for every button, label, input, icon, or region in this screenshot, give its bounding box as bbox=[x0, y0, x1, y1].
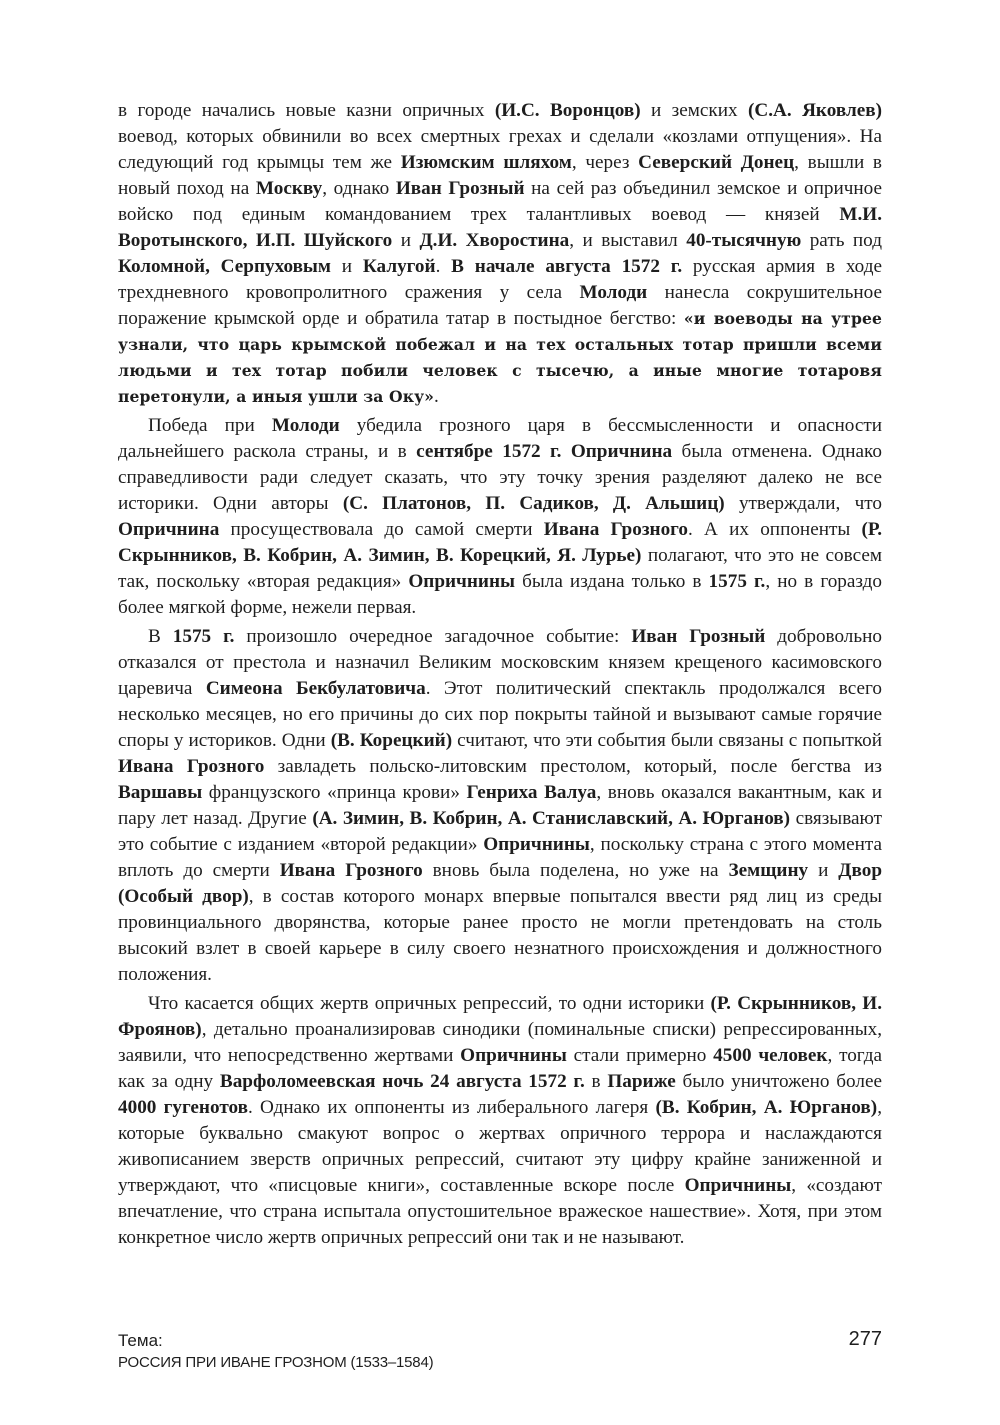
page-footer bbox=[118, 1330, 882, 1374]
bold-term: Коломной, Серпуховым bbox=[118, 256, 331, 277]
body-text bbox=[118, 98, 882, 1254]
bold-term: (С.А. Яковлев) bbox=[747, 100, 882, 121]
page-number: 277 bbox=[848, 1328, 882, 1350]
bold-term: 4500 человек bbox=[713, 1045, 828, 1066]
bold-term: Варфоломеевская ночь 24 августа 1572 г. bbox=[219, 1071, 585, 1092]
text-run: вновь была поделена, но уже на bbox=[422, 860, 729, 881]
text-run: считают, что эти события были связаны с попыткой bbox=[452, 730, 882, 751]
text-run: , но в гораздо более мягкой форме, нежели первая. bbox=[118, 571, 883, 618]
quote-old-russian: «и воеводы на утрее узнали, что царь крымской побежал и на тех остальных тотар пришли всеми людьми и тех тотар побили человек с тысечю, а иные многие тотаровя перетонули, а иныя ушли за Оку» bbox=[118, 309, 882, 406]
bold-term: (А. Зимин, В. Кобрин, А. Станиславский, А. Юрганов) bbox=[312, 808, 791, 829]
bold-term: Опричнины bbox=[460, 1045, 567, 1066]
text-run: на сей раз объединил земское и опричное войско под единым командованием трех талантливых воевод — князей bbox=[118, 178, 882, 225]
bold-term: (В. Корецкий) bbox=[330, 730, 453, 751]
text-run: . Этот политический спектакль продолжался всего несколько месяцев, но его причины до сих пор покрыты тайной и вызывают самые горячие споры у историков. Одни bbox=[118, 678, 882, 751]
bold-term: 1575 г. bbox=[708, 571, 766, 592]
bold-term: (С. Платонов, П. Садиков, Д. Альшиц) bbox=[342, 493, 725, 514]
bold-term: 1575 г. bbox=[172, 626, 235, 647]
text-run: Что касается общих жертв опричных репрессий, то одни историки bbox=[148, 993, 711, 1014]
text-run: . bbox=[434, 386, 439, 407]
text-run: , детально проанализировав синодики (поминальные списки) репрессированных, заявили, что непосредственно жертвами bbox=[118, 1019, 882, 1066]
text-run: утверждали, что bbox=[724, 493, 882, 514]
bold-term: Ивана Грозного bbox=[543, 519, 689, 540]
bold-term: Варшавы bbox=[118, 782, 203, 803]
text-run: в городе начались новые казни опричных bbox=[118, 100, 495, 121]
text-run: в bbox=[584, 1071, 608, 1092]
text-run: была отменена. Однако справедливости ради следует сказать, что эту точку зрения разделяют далеко не все историки. Одни авторы bbox=[118, 441, 882, 514]
text-run: , «создают впечатление, что страна испытала опустошительное вражеское нашествие». Хотя, при этом конкретное число жертв опричных репрессий они так и не называют. bbox=[118, 1175, 882, 1248]
text-run: нанесла сокрушительное поражение крымской орде и обратила татар в постыдное бегство: bbox=[118, 282, 883, 329]
bold-term: Молоди bbox=[271, 415, 340, 436]
bold-term: (Р. Скрынников, В. Кобрин, А. Зимин, В. Корецкий, Я. Лурье) bbox=[118, 519, 883, 566]
paragraph bbox=[118, 624, 882, 988]
bold-term: Опричнина bbox=[118, 519, 220, 540]
bold-term: Опричнины bbox=[684, 1175, 792, 1196]
text-run: . bbox=[435, 256, 452, 277]
paragraph bbox=[118, 98, 882, 410]
text-run: и bbox=[808, 860, 839, 881]
text-run: рать под bbox=[801, 230, 882, 251]
bold-term: 4000 гугенотов bbox=[118, 1097, 248, 1118]
text-run: . А их оппоненты bbox=[688, 519, 862, 540]
bold-term: (И.С. Воронцов) bbox=[494, 100, 641, 121]
text-run: завладеть польско-литовским престолом, который, после бегства из bbox=[264, 756, 883, 777]
text-run: просуществовала до самой смерти bbox=[219, 519, 544, 540]
text-run: и земских bbox=[640, 100, 748, 121]
text-run: была издана только в bbox=[515, 571, 709, 592]
bold-term: Париже bbox=[607, 1071, 676, 1092]
bold-term: Иван Грозный bbox=[395, 178, 525, 199]
text-run: и bbox=[331, 256, 363, 277]
text-run: Победа при bbox=[148, 415, 272, 436]
bold-term: Молоди bbox=[579, 282, 648, 303]
bold-term: Земщину bbox=[728, 860, 809, 881]
paragraph bbox=[118, 991, 882, 1251]
text-run: , тогда как за одну bbox=[118, 1045, 882, 1092]
text-run: убедила грозного царя в бессмысленности и опасности дальнейшего раскола страны, и в bbox=[118, 415, 882, 462]
bold-term: Опричнины bbox=[408, 571, 516, 592]
text-run: было уничтожено более bbox=[675, 1071, 882, 1092]
bold-term: (В. Кобрин, А. Юрганов) bbox=[655, 1097, 878, 1118]
bold-term: Калугой bbox=[362, 256, 436, 277]
text-run: , в состав которого монарх впервые попытался ввести ряд лиц из среды провинциального дворянства, которые ранее просто не могли претендовать на столь высокий взлет в своей карьере в силу своего незнатного происхождения и должностного положения. bbox=[118, 886, 882, 985]
bold-term: Генриха Валуа bbox=[466, 782, 597, 803]
text-run: русская армия в ходе трехдневного кровопролитного сражения у села bbox=[118, 256, 882, 303]
bold-term: 40-тысячную bbox=[686, 230, 802, 251]
bold-term: (Р. Скрынников, И. Фроянов) bbox=[118, 993, 882, 1040]
text-run: , которые буквально смакуют вопрос о жертвах опричного террора и наслаждаются живописанием зверств опричных репрессий, считают эту цифру крайне заниженной и утверждают, что «писцовые книги», составленные вскоре после bbox=[118, 1097, 882, 1196]
text-run: добровольно отказался от престола и назначил Великим московским князем крещеного касимовского царевича bbox=[118, 626, 882, 699]
bold-term: Опричнины bbox=[483, 834, 590, 855]
bold-term: Ивана Грозного bbox=[279, 860, 423, 881]
bold-term: Изюмским шляхом bbox=[400, 152, 572, 173]
bold-term: Москву bbox=[255, 178, 323, 199]
text-run: , вышли в новый поход на bbox=[118, 152, 882, 199]
bold-term: В начале августа 1572 г. bbox=[451, 256, 683, 277]
paragraph bbox=[118, 413, 882, 621]
text-run: , через bbox=[571, 152, 639, 173]
text-run: французского «принца крови» bbox=[202, 782, 467, 803]
bold-term: Симеона Бекбулатовича bbox=[205, 678, 426, 699]
topic-title: РОССИЯ ПРИ ИВАНЕ ГРОЗНОМ (1533–1584) bbox=[118, 1354, 434, 1371]
bold-term: Северский Донец bbox=[638, 152, 795, 173]
text-run: и bbox=[392, 230, 420, 251]
text-run: , однако bbox=[322, 178, 396, 199]
text-run: , вновь оказался вакантным, как и пару лет назад. Другие bbox=[118, 782, 882, 829]
text-run: В bbox=[148, 626, 173, 647]
text-run: связывают это событие с изданием «второй редакции» bbox=[118, 808, 882, 855]
bold-term: Ивана Грозного bbox=[118, 756, 265, 777]
bold-term: сентябре 1572 г. Опричнина bbox=[416, 441, 673, 462]
bold-term: М.И. Воротынского, И.П. Шуйского bbox=[118, 204, 882, 251]
text-run: , поскольку страна с этого момента вплоть до смерти bbox=[118, 834, 882, 881]
bold-term: Иван Грозный bbox=[631, 626, 766, 647]
topic-label: Тема: bbox=[118, 1331, 163, 1350]
bold-term: Д.И. Хворостина bbox=[419, 230, 570, 251]
text-run: . Однако их оппоненты из либерального лагеря bbox=[247, 1097, 656, 1118]
text-run: воевод, которых обвинили во всех смертных грехах и сделали «козлами отпущения». На следующий год крымцы тем же bbox=[118, 126, 882, 173]
text-run: стали примерно bbox=[566, 1045, 714, 1066]
text-run: , и выставил bbox=[569, 230, 687, 251]
text-run: полагают, что это не совсем так, поскольку «вторая редакция» bbox=[118, 545, 883, 592]
bold-term: Двор (Особый двор) bbox=[118, 860, 882, 907]
text-run: произошло очередное загадочное событие: bbox=[234, 626, 632, 647]
